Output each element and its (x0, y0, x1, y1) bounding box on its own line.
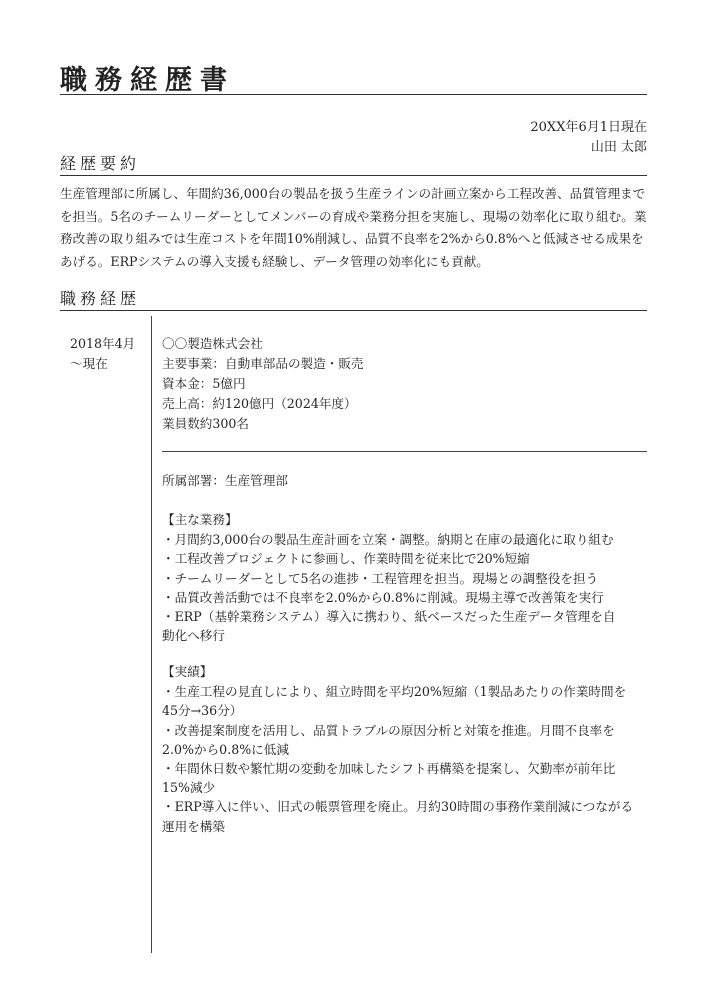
company-business: 主要事業：自動車部品の製造・販売 (162, 356, 364, 371)
duty-item: ・チームリーダーとして5名の進捗・工程管理を担当。現場との調整役を担う (162, 570, 599, 586)
duty-item: ・月間約3,000台の製品生産計画を立案・調整。納期と在庫の最適化に取り組む (162, 532, 614, 548)
document-date: 20XX年6月1日現在 (530, 120, 647, 135)
results-heading: 【実績】 (162, 664, 213, 679)
duty-item: ・品質改善活動では不良率を2.0%から0.8%に削減。現場主導で改善策を実行 (162, 589, 604, 605)
company-capital: 資本金：5億円 (162, 376, 246, 391)
summary-heading: 経歴要約 (60, 154, 141, 173)
timeline-divider (151, 316, 152, 953)
employment-period (70, 334, 135, 374)
result-item: ・改善提案制度を活用し、品質トラブルの原因分析と対策を推進。月間不良率を2.0%から0.8%に低減 (162, 722, 615, 757)
duties-section (162, 510, 652, 645)
results-section (162, 662, 642, 836)
history-rule (60, 310, 647, 311)
company-divider (162, 451, 647, 452)
document-title: 職務経歴書 (60, 65, 235, 96)
history-heading: 職務経歴 (60, 289, 141, 308)
company-sales: 売上高：約120億円（2024年度） (162, 396, 357, 411)
result-item: ・ERP導入に伴い、旧式の帳票管理を廃止。月約30時間の事務作業削減につながる運用を構築 (162, 799, 634, 834)
result-item: ・生産工程の見直しにより、組立時間を平均20%短縮（1製品あたりの作業時間を45分→36分） (162, 684, 627, 719)
title-rule (60, 94, 647, 95)
author-name: 山田 太郎 (590, 140, 647, 155)
summary-text: 生産管理部に所属し、年間約36,000台の製品を扱う生産ラインの計画立案から工程改善、品質管理までを担当。5名のチームリーダーとしてメンバーの育成や業務分担を実施し、現場の効率化に取り組む。業務改善の取り組みでは生産コストを年間10%削減し、品質不良率を2%から0.8%へと低減させる成果をあげる。ERPシステムの導入支援も経験し、データ管理の効率化にも貢献。 (60, 186, 647, 269)
duty-item: ・ERP（基幹業務システム）導入に携わり、紙ベースだった生産データ管理を自 動化へ移行 (162, 609, 629, 644)
summary-rule (60, 175, 647, 176)
company-info (162, 334, 364, 434)
department: 所属部署：生産管理部 (162, 473, 288, 488)
period-end: ～現在 (70, 356, 108, 371)
duties-heading: 【主な業務】 (162, 512, 238, 527)
period-start: 2018年4月 (70, 336, 136, 351)
duty-item: ・工程改善プロジェクトに参画し、作業時間を従来比で20%短縮 (162, 551, 530, 567)
company-employees: 業員数約300名 (162, 416, 250, 431)
document-meta (530, 118, 647, 158)
result-item: ・年間休日数や繁忙期の変動を加味したシフト再構築を提案し、欠勤率が前年比15%減少 (162, 761, 616, 796)
company-name: 〇〇製造株式会社 (162, 336, 263, 351)
